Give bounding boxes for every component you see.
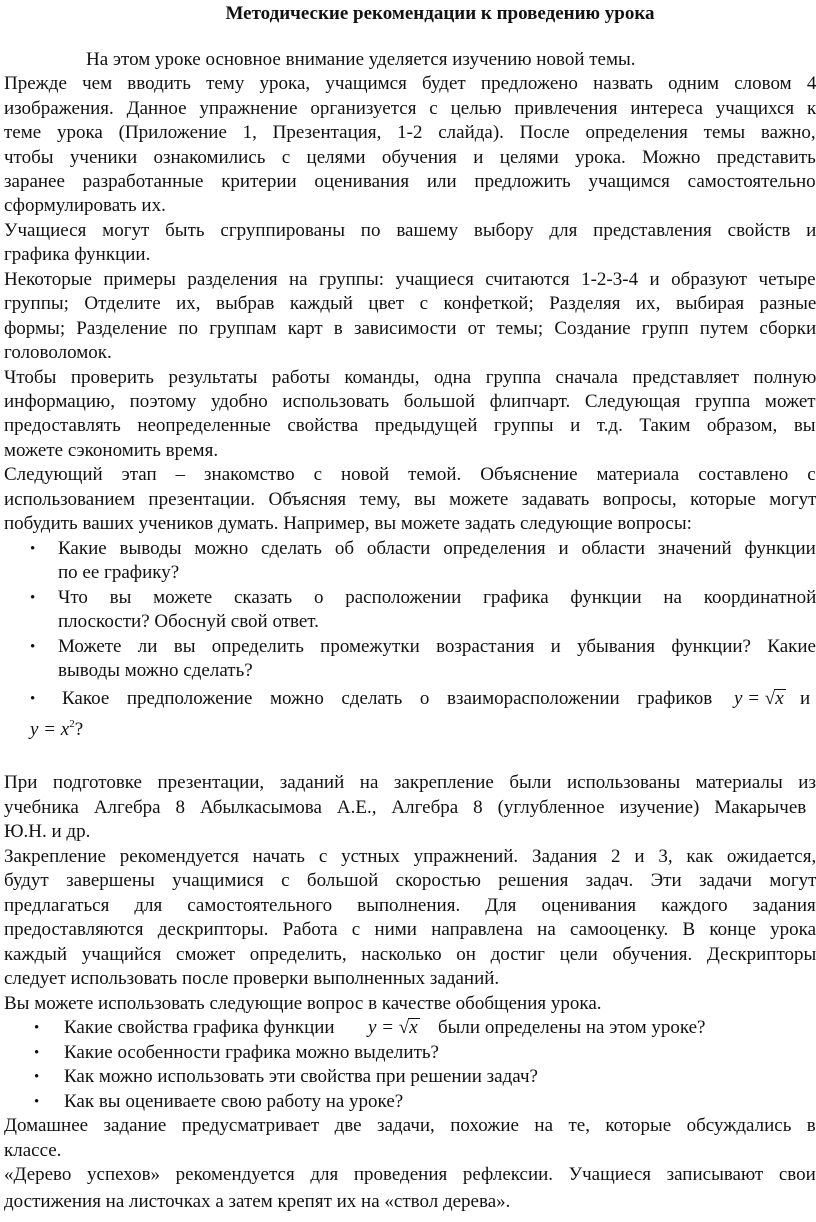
- text-line: были определены на этом уроке?: [438, 1017, 706, 1038]
- text-line: группы; Отделите их, выбрав каждый цвет с конфеткой; Разделяя их, выбирая разные: [4, 293, 816, 314]
- text-line: теме урока (Приложение 1, Презентация, 1-2 слайда). После определения темы важно,: [4, 122, 816, 143]
- bullet-icon: •: [30, 639, 36, 655]
- text-line: чтобы ученики ознакомились с целями обучения и целями урока. Можно представить: [4, 147, 816, 168]
- text-line: предоставляются дескрипторы. Работа с ними направлена на самооценку. В конце урока: [4, 919, 816, 940]
- text-line: На этом уроке основное внимание уделяется изучению новой темы.: [86, 49, 636, 70]
- bullet-icon: •: [34, 1094, 40, 1110]
- text-line: Как вы оцениваете свою работу на уроке?: [64, 1091, 404, 1112]
- text-line: головоломок.: [4, 342, 112, 363]
- text-line: классе.: [4, 1140, 62, 1161]
- bullet-icon: •: [30, 590, 36, 606]
- text-line: Учащиеся могут быть сгруппированы по вашему выбору для представления свойств и: [4, 220, 816, 241]
- text-line: Некоторые примеры разделения на группы: учащиеся считаются 1-2-3-4 и образуют четыре: [4, 269, 816, 290]
- text-line: выводы можно сделать?: [58, 660, 253, 681]
- text-line: Закрепление рекомендуется начать с устных упражнений. Задания 2 и 3, как ожидается,: [4, 846, 816, 867]
- text-line: Можете ли вы определить промежутки возрастания и убывания функции? Какие: [58, 636, 816, 657]
- text-line: Вы можете использовать следующие вопрос в качестве обобщения урока.: [4, 993, 602, 1014]
- text-line: учебника Алгебра 8 Абылкасымова А.Е., Алгебра 8 (углубленное изучение) Макарычев: [4, 797, 807, 818]
- text-line: по ее графику?: [58, 562, 180, 583]
- text-line: изображения. Данное упражнение организуется с целью привлечения интереса учащихся к: [4, 98, 816, 119]
- text-line: Какие свойства графика функции: [64, 1017, 335, 1038]
- text-line: Какие выводы можно сделать об области определения и области значений функции: [58, 538, 816, 559]
- text-line: Какие особенности графика можно выделить?: [64, 1042, 439, 1063]
- text-line: следует использовать после проверки выполненных заданий.: [4, 968, 500, 989]
- text-line: «Дерево успехов» рекомендуется для проведения рефлексии. Учащиеся записывают свои: [4, 1164, 816, 1185]
- text-line: Чтобы проверить результаты работы команды, одна группа сначала представляет полную: [4, 367, 816, 388]
- text-line: Что вы можете сказать о расположении графика функции на координатной: [58, 587, 816, 608]
- formula-y-x-squared: $y = x^2$?: [30, 718, 84, 740]
- text-line: Какое предположение можно сделать о взаиморасположении графиков: [62, 688, 713, 709]
- bullet-icon: •: [34, 1045, 40, 1061]
- text-line: можете сэкономить время.: [4, 440, 219, 461]
- text-line: Домашнее задание предусматривает две задачи, похожие на те, которые обсуждались в: [4, 1115, 816, 1136]
- text-line: достижения на листочках а затем крепят их на «ствол дерева».: [4, 1191, 511, 1212]
- document-title: Методические рекомендации к проведению урока: [225, 3, 655, 24]
- text-line: Ю.Н. и др.: [4, 821, 91, 842]
- text-line: использованием презентации. Объясняя тему, вы можете задавать вопросы, которые могут: [4, 489, 816, 510]
- text-line: Следующий этап – знакомство с новой темой. Объяснение материала составлено с: [4, 464, 816, 485]
- text-line: Как можно использовать эти свойства при решении задач?: [64, 1066, 538, 1087]
- text-line: каждый учащийся сможет определить, насколько он достиг цели обучения. Дескрипторы: [4, 944, 816, 965]
- text-line: предоставлять неопределенные свойства предыдущей группы и т.д. Таким образом, вы: [4, 415, 816, 436]
- text-line: предлагаться для самостоятельного выполнения. Для оценивания каждого задания: [4, 895, 816, 916]
- formula-y-sqrt-x-summary: y = √x: [368, 1017, 418, 1038]
- text-line: сформулировать их.: [4, 195, 166, 216]
- text-line: формы; Разделение по группам карт в зависимости от темы; Создание групп путем сборки: [4, 318, 816, 339]
- bullet-icon: •: [34, 1069, 40, 1085]
- bullet-icon: •: [34, 1020, 40, 1036]
- text-line: и: [800, 688, 811, 709]
- text-line: Прежде чем вводить тему урока, учащимся будет предложено назвать одним словом 4: [4, 73, 816, 94]
- text-line: заранее разработанные критерии оценивания или предложить учащимся самостоятельно: [4, 171, 816, 192]
- text-line: информацию, поэтому удобно использовать большой флипчарт. Следующая группа может: [4, 391, 816, 412]
- text-line: При подготовке презентации, заданий на закрепление были использованы материалы из: [4, 772, 816, 793]
- text-line: графика функции.: [4, 244, 151, 265]
- text-line: будут завершены учащимися с большой скоростью решения задач. Эти задачи могут: [4, 870, 816, 891]
- text-line: побудить ваших учеников думать. Например, вы можете задать следующие вопросы:: [4, 513, 692, 534]
- bullet-icon: •: [30, 541, 36, 557]
- bullet-icon: •: [30, 691, 36, 707]
- formula-y-sqrt-x: y = √x: [734, 688, 784, 709]
- text-line: плоскости? Обоснуй свой ответ.: [58, 611, 319, 632]
